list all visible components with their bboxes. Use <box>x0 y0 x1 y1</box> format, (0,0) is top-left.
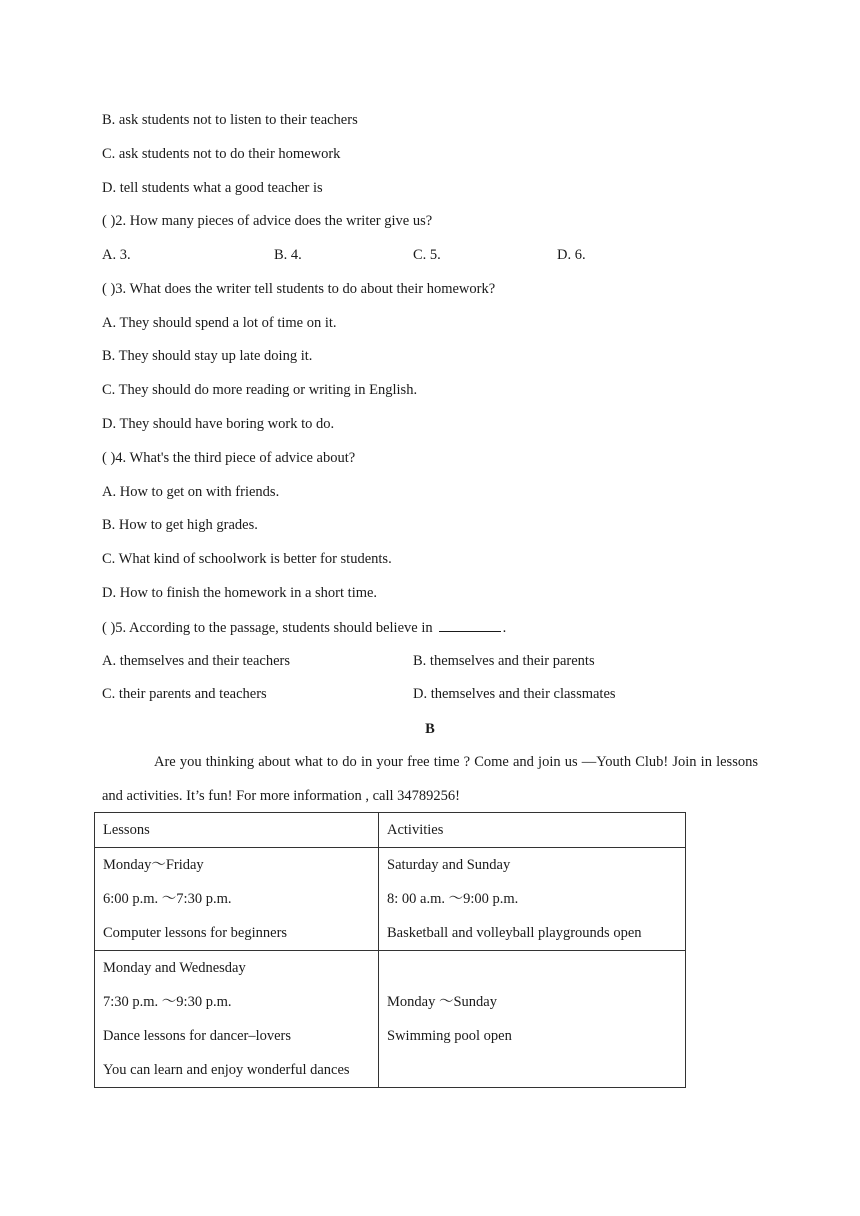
row2-activities-desc: Swimming pool open <box>387 1028 512 1044</box>
row1-lessons-days: Monday～Friday <box>103 857 204 873</box>
q4-option-b: B. How to get high grades. <box>102 517 258 533</box>
q2-stem: ( )2. How many pieces of advice does the writer give us? <box>102 213 433 229</box>
q5-stem-end: . <box>502 620 507 636</box>
row1-activities-time: 8: 00 a.m. ～9:00 p.m. <box>387 891 519 907</box>
q5-option-b: B. themselves and their parents <box>413 653 595 669</box>
q3-option-b: B. They should stay up late doing it. <box>102 348 313 364</box>
q2-option-c: C. 5. <box>413 247 441 263</box>
row1-lessons-time: 6:00 p.m. ～7:30 p.m. <box>103 891 232 907</box>
q2-option-a: A. 3. <box>102 247 131 263</box>
table-header-row <box>95 813 686 848</box>
section-b-intro <box>102 745 758 813</box>
q4-option-d: D. How to finish the homework in a short time. <box>102 585 378 601</box>
q4-stem: ( )4. What's the third piece of advice about? <box>102 450 356 466</box>
table-row <box>95 951 686 1088</box>
row2-lessons-days: Monday and Wednesday <box>103 960 246 976</box>
row1-lessons-desc: Computer lessons for beginners <box>103 925 288 941</box>
row1-activities-cell <box>379 848 686 951</box>
row2-lessons-cell <box>95 951 379 1088</box>
q3-option-c: C. They should do more reading or writing in English. <box>102 382 418 398</box>
q4-option-c: C. What kind of schoolwork is better for students. <box>102 551 392 567</box>
row2-lessons-note: You can learn and enjoy wonderful dances <box>103 1062 350 1078</box>
youth-club-schedule-table <box>94 812 686 1088</box>
header-activities: Activities <box>379 813 686 848</box>
answer-blank <box>439 617 501 632</box>
q4-option-a: A. How to get on with friends. <box>102 484 280 500</box>
q1-option-c: C. ask students not to do their homework <box>102 146 341 162</box>
row2-activities-empty <box>387 1053 677 1087</box>
row2-lessons-desc: Dance lessons for dancer–lovers <box>103 1028 292 1044</box>
q3-stem: ( )3. What does the writer tell students to do about their homework? <box>102 281 496 297</box>
q5-option-c: C. their parents and teachers <box>102 686 267 702</box>
table-row <box>95 848 686 951</box>
row2-activities-days: Monday ～Sunday <box>387 994 497 1010</box>
row2-lessons-time: 7:30 p.m. ～9:30 p.m. <box>103 994 232 1010</box>
section-b-intro-text: Are you thinking about what to do in your free time ? Come and join us —Youth Club! Join in lessons and activities. It’s fun! For more information , call 34789256! <box>102 754 758 804</box>
q3-option-a: A. They should spend a lot of time on it. <box>102 315 337 331</box>
q2-option-b: B. 4. <box>274 247 302 263</box>
q3-option-d: D. They should have boring work to do. <box>102 416 335 432</box>
header-lessons: Lessons <box>95 813 379 848</box>
row1-activities-desc: Basketball and volleyball playgrounds open <box>387 925 642 941</box>
row1-activities-days: Saturday and Sunday <box>387 857 511 873</box>
q5-option-a: A. themselves and their teachers <box>102 653 291 669</box>
row1-lessons-cell <box>95 848 379 951</box>
q5-option-d: D. themselves and their classmates <box>413 686 616 702</box>
q1-option-d: D. tell students what a good teacher is <box>102 180 323 196</box>
q1-option-b: B. ask students not to listen to their teachers <box>102 112 358 128</box>
row2-activities-cell <box>379 951 686 1088</box>
row2-activities-spacer <box>387 951 677 985</box>
q5-stem-text: ( )5. According to the passage, students should believe in <box>102 620 433 636</box>
q5-stem <box>102 617 506 638</box>
section-b-heading: B <box>425 721 435 737</box>
q2-option-d: D. 6. <box>557 247 586 263</box>
